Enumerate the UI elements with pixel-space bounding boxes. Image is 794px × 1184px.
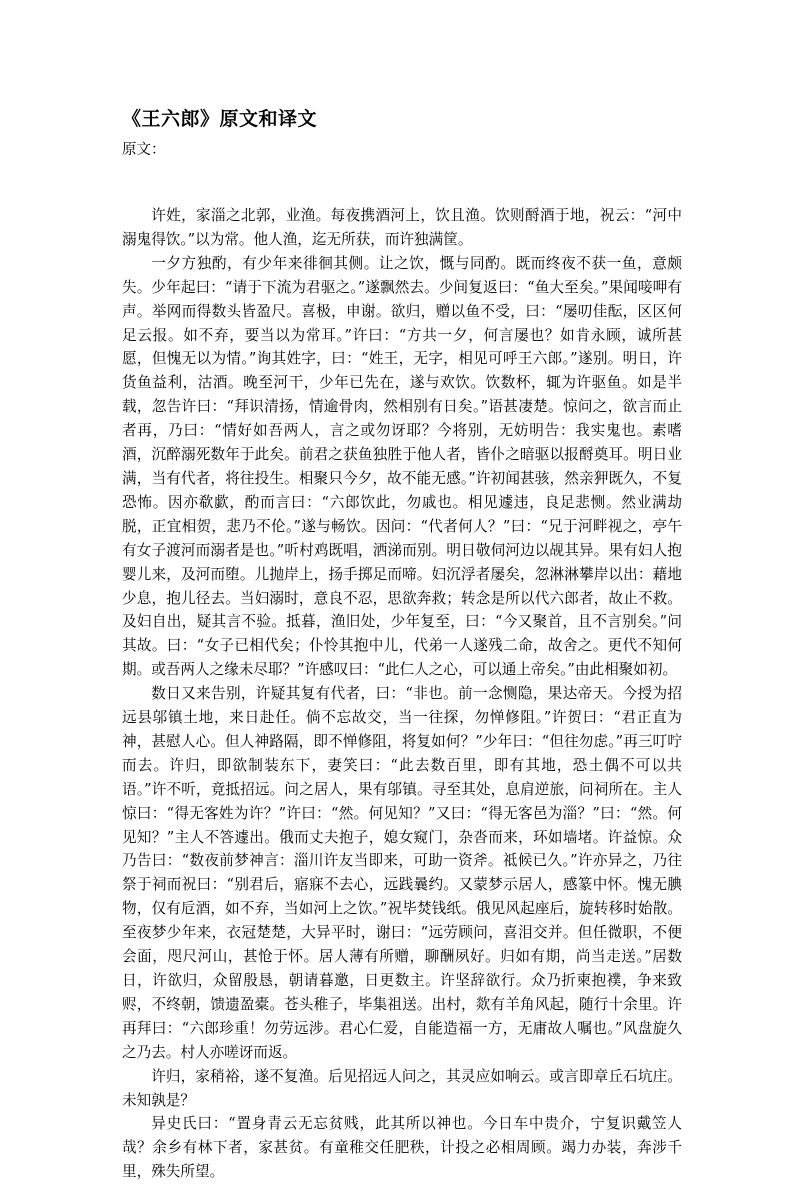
paragraph: 许姓，家淄之北郭，业渔。每夜携酒河上，饮且渔。饮则酹酒于地，祝云：“河中溺鬼得饮。”以为常。他人渔，迄无所获，而许独满筐。: [122, 207, 682, 248]
document-body: [122, 204, 682, 1184]
section-label: 原文：: [122, 142, 166, 158]
paragraph: 一夕方独酌，有少年来徘徊其侧。让之饮，慨与同酌。既而终夜不获一鱼，意颇失。少年起曰：“请于下流为君驱之。”遂飘然去。少间复返曰：“鱼大至矣。”果闻唼呷有声。举网而得数头皆盈尺。喜极，申谢。欲归，赠以鱼不受，曰：“屡叨佳酝，区区何足云报。如不弃，要当以为常耳。”许曰：“方共一夕，何言屡也？如肯永顾，诚所甚愿，但愧无以为情。”询其姓字，曰：“姓王，无字，相见可呼王六郎。”遂别。明日，许货鱼益利，沽酒。晚至河干，少年已先在，遂与欢饮。饮数杯，辄为许驱鱼。如是半载，忽告许曰：“拜识清扬，情逾骨肉，然相别有日矣。”语甚凄楚。惊问之，欲言而止者再，乃曰：“情好如吾两人，言之或勿讶耶？今将别，无妨明告：我实鬼也。素嗜酒，沉醉溺死数年于此矣。前君之获鱼独胜于他人者，皆仆之暗驱以报酹奠耳。明日业满，当有代者，将往投生。相聚只今夕，故不能无感。”许初闻甚骇，然亲狎既久，不复恐怖。因亦欷歔，酌而言曰：“六郎饮此，勿戚也。相见遽违，良足悲恻。然业满劫脱，正宜相贺，悲乃不伦。”遂与畅饮。因问：“代者何人？”曰：“兄于河畔视之，亭午有女子渡河而溺者是也。”听村鸡既唱，洒涕而别。明日敬伺河边以觇其异。果有妇人抱婴儿来，及河而堕。儿抛岸上，扬手掷足而啼。妇沉浮者屡矣，忽淋淋攀岸以出：藉地少息，抱儿径去。当妇溺时，意良不忍，思欲奔救；转念是所以代六郎者，故止不救。及妇自出，疑其言不验。抵暮，渔旧处，少年复至，曰：“今又聚首，且不言别矣。”问其故。曰：“女子已相代矣；仆怜其抱中儿，代弟一人遂残二命，故舍之。更代不知何期。或吾两人之缘未尽耶？”许感叹曰：“此仁人之心，可以通上帝矣。”由此相聚如初。: [122, 254, 682, 679]
paragraph: 许归，家稍裕，遂不复渔。后见招远人问之，其灵应如响云。或言即章丘石坑庄。未知孰是？: [122, 1067, 682, 1109]
document-title: 《王六郎》原文和译文: [122, 108, 318, 130]
paragraph: 异史氏曰：“置身青云无忘贫贱，此其所以神也。今日车中贵介，宁复识戴笠人哉？余乡有林下者，家甚贫。有童稚交任肥秩，计投之必相周顾。竭力办装，奔涉千里，殊失所望。: [122, 1115, 682, 1181]
paragraph: 数日又来告别，许疑其复有代者，曰：“非也。前一念恻隐，果达帝天。今授为招远县邬镇土地，来日赴任。倘不忘故交，当一往探，勿惮修阻。”许贺曰：“君正直为神，甚慰人心。但人神路隔，即不惮修阻，将复如何？”少年曰：“但往勿虑。”再三叮咛而去。许归，即欲制装东下，妻笑曰：“此去数百里，即有其地，恐土偶不可以共语。”许不听，竟抵招远。问之居人，果有邬镇。寻至其处，息肩逆旅，问祠所在。主人惊曰：“得无客姓为许？”许曰：“然。何见知？”又曰：“得无客邑为淄？”曰：“然。何见知？”主人不答遽出。俄而丈夫抱子，媳女窥门，杂沓而来，环如墙堵。许益惊。众乃告曰：“数夜前梦神言：淄川许友当即来，可助一资斧。祗候已久。”许亦异之，乃往祭于祠而祝曰：“别君后，寤寐不去心，远践曩约。又蒙梦示居人，感篆中怀。愧无腆物，仅有卮酒，如不弃，当如河上之饮。”祝毕焚钱纸。俄见风起座后，旋转移时始散。至夜梦少年来，衣冠楚楚，大异平时，谢曰：“远劳顾问，喜泪交并。但任微职，不便会面，咫尺河山，甚怆于怀。居人薄有所赠，聊酬夙好。归如有期，尚当走送。”居数日，许欲归，众留殷恳，朝请暮邀，日更数主。许坚辞欲行。众乃折柬抱襆，争来致赆，不终朝，馈遗盈橐。苍头稚子，毕集祖送。出村，欻有羊角风起，随行十余里。许再拜曰：“六郎珍重！勿劳远涉。君心仁爱，自能造福一方，无庸故人嘱也。”风盘旋久之乃去。村人亦嗟讶而返。: [122, 685, 682, 1061]
